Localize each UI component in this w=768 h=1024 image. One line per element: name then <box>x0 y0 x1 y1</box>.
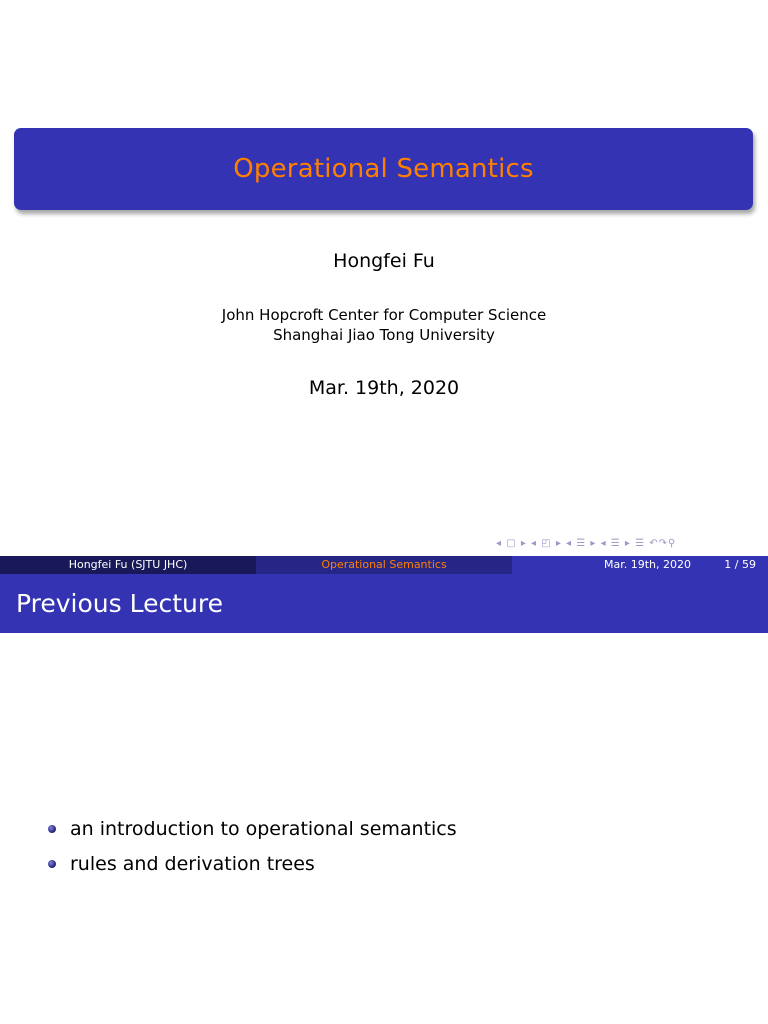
author: Hongfei Fu <box>333 250 435 272</box>
beamer-navigation-icons[interactable]: ◂ ▢ ▸ ◂ ◰ ▸ ◂ ☰ ▸ ◂ ☰ ▸ ☰ ↶↷⚲ <box>496 538 677 549</box>
frame-title-bar <box>0 574 768 633</box>
footer-date: Mar. 19th, 2020 <box>604 558 692 571</box>
footer-page-number: 1 / 59 <box>724 558 756 571</box>
bullet-text: an introduction to operational semantics <box>70 818 457 840</box>
footer-title: Operational Semantics <box>256 556 512 574</box>
footer-author: Hongfei Fu (SJTU JHC) <box>0 556 256 574</box>
list-item <box>48 818 457 840</box>
title-block <box>14 128 753 210</box>
institution-line-1: John Hopcroft Center for Computer Science <box>221 306 547 324</box>
slide-footer <box>0 556 768 574</box>
list-item <box>48 853 315 875</box>
bullet-text: rules and derivation trees <box>70 853 315 875</box>
footer-right <box>512 556 768 574</box>
presentation-date: Mar. 19th, 2020 <box>308 377 460 399</box>
institution-line-2: Shanghai Jiao Tong University <box>273 326 495 344</box>
frame-title: Previous Lecture <box>16 589 223 618</box>
bullet-icon <box>48 825 56 833</box>
slide-title: Operational Semantics <box>233 154 534 184</box>
bullet-icon <box>48 860 56 868</box>
